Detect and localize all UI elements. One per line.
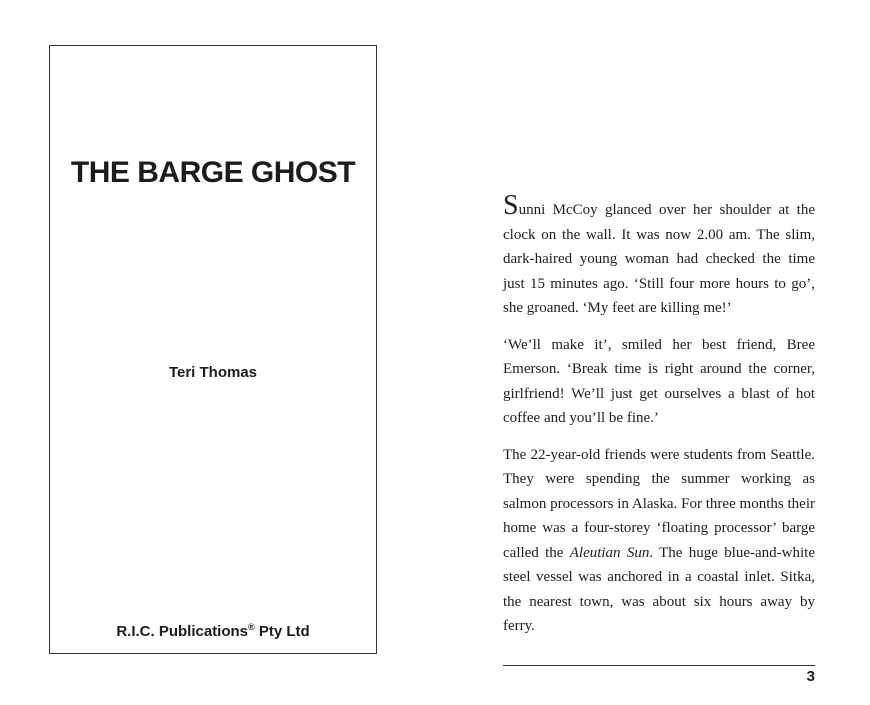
story-text — [503, 190, 815, 651]
paragraph-1-text: unni McCoy glanced over her shoulder at the clock on the wall. It was now 2.00 am. The slim, dark-haired young woman had checked the time just 15 minutes ago. ‘Still four more hours to go’, she groaned. ‘My feet are killing me!’ — [503, 202, 815, 316]
publisher-line — [50, 623, 376, 640]
paragraph-3-before: The 22-year-old friends were students from Seattle. They were spending the summer working as salmon processors in Alaska. For three months their home was a four-storey ‘floating processor’ barge called the — [503, 446, 815, 561]
drop-cap: S — [503, 190, 519, 221]
footer-rule — [503, 665, 815, 666]
paragraph-3 — [503, 443, 815, 639]
publisher-name: R.I.C. Publications — [116, 623, 249, 640]
author-name: Teri Thomas — [168, 364, 258, 381]
paragraph-3-after: . The huge blue-and-white steel vessel was anchored in a coastal inlet. Sitka, the nearest town, was about six hours away by ferry. — [503, 544, 815, 634]
page-number: 3 — [806, 668, 815, 685]
publisher-suffix: Pty Ltd — [254, 623, 310, 640]
registered-mark: ® — [248, 622, 255, 632]
paragraph-1 — [503, 190, 815, 321]
paragraph-2: ‘We’ll make it’, smiled her best friend, Bree Emerson. ‘Break time is right around the corner, girlfriend! We’ll just get ourselves a blast of hot coffee and you’ll be fine.’ — [503, 336, 815, 426]
book-title: THE BARGE GHOST — [70, 156, 356, 189]
title-page-frame — [49, 45, 377, 654]
ship-name: Aleutian Sun — [569, 544, 650, 561]
